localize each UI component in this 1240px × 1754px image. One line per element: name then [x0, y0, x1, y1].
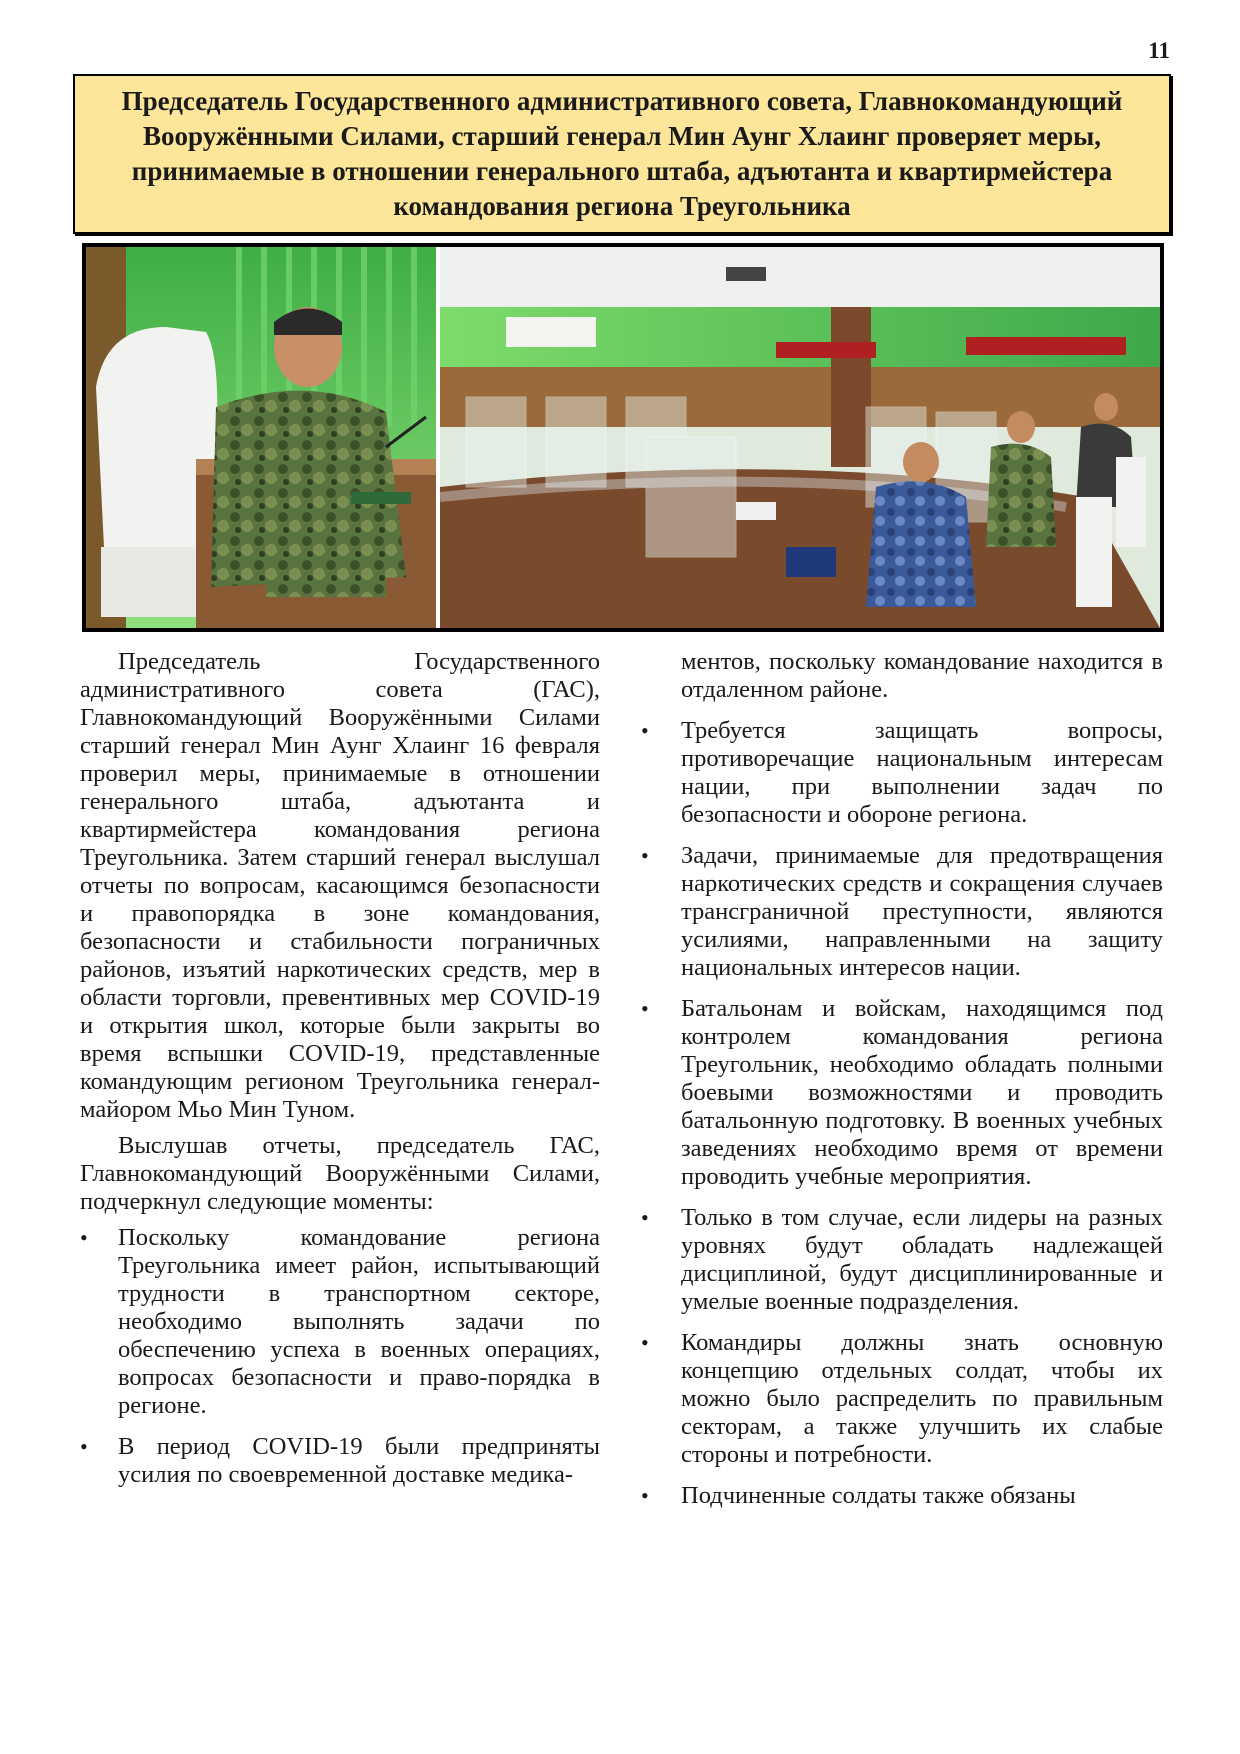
bullet-text: Задачи, принимаемые для предотвращения наркотических средств и сокращения случаев трансграничной преступности, являются усилиями, направленными на защиту национальных интересов нации.	[681, 842, 1163, 981]
bullet-dot: •	[80, 1434, 88, 1459]
bullet-text: Командиры должны знать основную концепцию отдельных солдат, чтобы их можно было распределить по правильным секторам, а также улучшить их слабые стороны и потребности.	[681, 1329, 1163, 1468]
bullet-text: Поскольку командование региона Треугольника имеет район, испытывающий трудности в транспортном секторе, необходимо выполнять задачи по обеспечению успеха в военных операциях, вопросах безопасности и право-порядка в регионе.	[118, 1224, 600, 1419]
bullet-list-left	[80, 1224, 600, 1489]
article-column-right	[641, 648, 1163, 1523]
bullet-item	[80, 1433, 600, 1489]
bullet-item	[641, 842, 1163, 982]
bullet-text: Батальонам и войскам, находящимся под контролем командования региона Треугольник, необходимо обладать полными боевыми возможностями и проводить батальонную подготовку. В военных учебных заведениях необходимо время от времени проводить учебные мероприятия.	[681, 995, 1163, 1190]
bullet-text: Требуется защищать вопросы, противоречащие национальным интересам нации, при выполнении задач по безопасности и обороне региона.	[681, 717, 1163, 828]
bullet-item	[641, 717, 1163, 829]
headline-title: Председатель Государственного административного совета, Главнокомандующий Вооружёнными Силами, старший генерал Мин Аунг Хлаинг проверяет меры, принимаемые в отношении генерального штаба, адъютанта и квартирмейстера командования региона Треугольника	[121, 86, 1123, 221]
bullet-item	[641, 1204, 1163, 1316]
bullet-dot: •	[80, 1225, 88, 1250]
bullet-dot: •	[641, 1330, 649, 1355]
bullet-dot: •	[641, 718, 649, 743]
bullet-text: Подчиненные солдаты также обязаны	[681, 1482, 1076, 1509]
photo-left-seated-commander	[86, 247, 436, 628]
article-paragraph-1: Председатель Государственного административного совета (ГАС), Главнокомандующий Вооружёнными Силами старший генерал Мин Аунг Хлаинг 16 февраля проверил меры, принимаемые в отношении генерального штаба, адъютанта и квартирмейстера командования региона Треугольника. Затем старший генерал выслушал отчеты по вопросам, касающимся безопасности и правопорядка в зоне командования, безопасности и стабильности пограничных районов, изъятий наркотических средств, мер в области торговли, превентивных мер COVID-19 и открытия школ, которые были закрыты во время вспышки COVID-19, представленные командующим регионом Треугольника генерал-майором Мьо Мин Туном.	[80, 648, 600, 1123]
bullet-dot: •	[641, 1483, 649, 1508]
bullet-item	[641, 1329, 1163, 1469]
bullet-item	[641, 995, 1163, 1191]
bullet-item	[641, 1482, 1163, 1510]
photo-right-conference-room	[440, 247, 1160, 628]
bullet-dot: •	[641, 996, 649, 1021]
bullet-dot: •	[641, 843, 649, 868]
news-photo	[82, 243, 1164, 632]
article-paragraph-2: Выслушав отчеты, председатель ГАС, Главнокомандующий Вооружёнными Силами, подчеркнул следующие моменты:	[80, 1132, 600, 1215]
bullet-item	[80, 1224, 600, 1420]
bullet-text: Только в том случае, если лидеры на разных уровнях будут обладать надлежащей дисциплиной, будут дисциплинированные и умелые военные подразделения.	[681, 1204, 1163, 1315]
bullet-list-right	[641, 717, 1163, 1510]
headline-box	[73, 74, 1171, 234]
bullet-text: В период COVID-19 были предприняты усилия по своевременной доставке медика-	[118, 1433, 600, 1488]
article-column-left	[80, 648, 600, 1502]
bullet-continuation: ментов, поскольку командование находится в отдаленном районе.	[681, 648, 1163, 703]
bullet-dot: •	[641, 1205, 649, 1230]
page-number: 11	[1148, 38, 1170, 63]
